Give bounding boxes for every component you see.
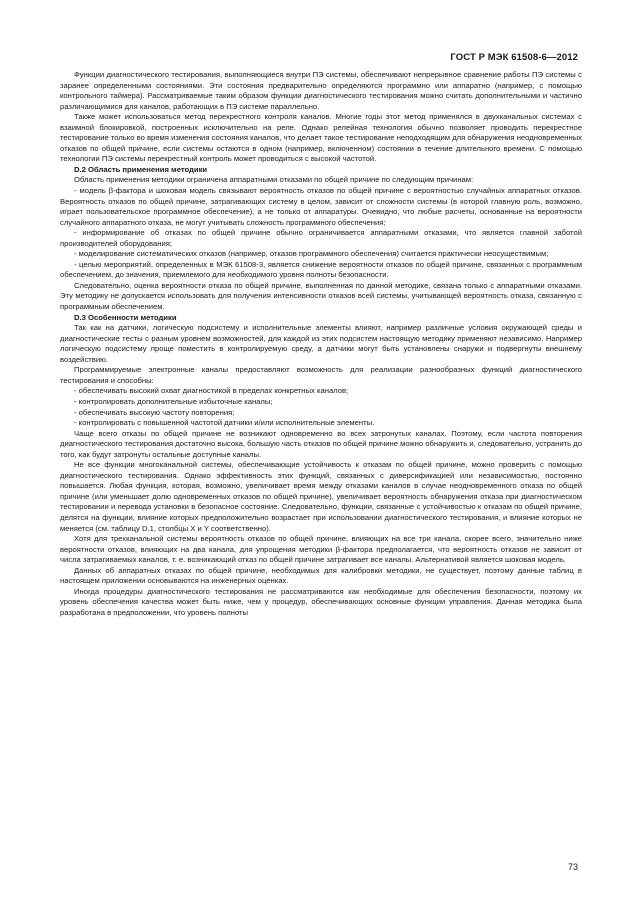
document-header: ГОСТ Р МЭК 61508-6—2012 <box>450 52 578 63</box>
section-heading: D.3 Особенности методики <box>74 312 177 322</box>
paragraph: Иногда процедуры диагностического тестирования не рассматриваются как необходимые для обеспечения безопасности, поэтому их уровень обеспечения качества может быть ниже, чем у процедур, обеспечивающих основные функции управления. Данная методика была разработана в предположении, что уровень полноты <box>60 586 582 617</box>
section-heading: D.2 Область применения методики <box>74 164 208 174</box>
paragraph: - контролировать дополнительные избыточные каналы; <box>74 396 273 406</box>
paragraph: Программируемые электронные каналы предоставляют возможность для реализации разнообразных функций диагностического тестирования и способны: <box>60 365 582 385</box>
paragraph: - модель β-фактора и шоковая модель связывают вероятность отказов по общей причине с вероятностью случайных аппаратных отказов. Вероятность отказов по общей причине, затрагивающих систему в целом, зависит от сложности системы (в которой главную роль, возможно, играет пользовательское программное обеспечение), а не только от аппаратуры. Очевидно, что любые расчеты, основанные на вероятности случайного аппаратного отказа, не могут учитывать сложность программного обеспечения; <box>60 186 582 227</box>
paragraph: - обеспечивать высокий охват диагностикой в пределах конкретных каналов; <box>74 386 349 396</box>
page-number: 73 <box>567 862 578 872</box>
paragraph: Так как на датчики, логическую подсистему и исполнительные элементы влияют, например различные условия окружающей среды и диагностические тесты с разным уровнем возможностей, для каждой из этих подсистем настоящую методику применяют независимо. Например логическую подсистему проще поместить в контролируемую среду, а датчики могут быть установлены снаружи и подвергнуты внешнему воздействию. <box>60 323 582 364</box>
paragraph: Также может использоваться метод перекрестного контроля каналов. Многие годы этот метод применялся в двухканальных системах с взаимной блокировкой, построенных исключительно на реле. Однако релейная технология обычно позволяет проводить перекрестное тестирование только во время изменения состояния каналов, что делает такое тестирование неподходящим для обнаружения неодновременных отказов по общей причине, если системы остаются в одном (например, включенном) состоянии в течение длительного времени. С помощью технологии ПЭ системы перекрестный контроль может проводиться с высокой частотой. <box>60 112 582 164</box>
paragraph: Хотя для трехканальной системы вероятность отказов по общей причине, влияющих на все три канала, скорее всего, значительно ниже вероятности отказов, влияющих на два канала, для упрощения методики β-фактора предполагается, что вероятность отказов не зависит от числа затрагиваемых каналов, т. е. возникающий отказ по общей причине затрагивает все каналы. Альтернативой является шоковая модель. <box>60 534 582 565</box>
paragraph: - моделирование систематических отказов (например, отказов программного обеспечения) считается практически неосуществимым; <box>74 249 549 259</box>
paragraph: Чаще всего отказы по общей причине не возникают одновременно во всех затронутых каналах. Поэтому, если частота повторения диагностического тестирования достаточно высока, большую часть отказов по общей причине можно обнаружить и, следовательно, устранить до того, как будут затронуты остальные доступные каналы. <box>60 428 582 459</box>
document-body <box>60 70 582 618</box>
paragraph: Следовательно, оценка вероятности отказа по общей причине, выполненная по данной методике, связана только с аппаратными отказами. Эту методику не допускается использовать для получения интенсивности отказов всей системы, учитывающей вероятность отказа, связанную с программным обеспечением. <box>60 280 582 312</box>
paragraph: - целью мероприятий, определенных в МЭК 61508-3, является снижение вероятности отказов по общей причине, связанных с программным обеспечением, до значения, приемлемого для необходимого уровня полноты безопасности. <box>60 259 582 280</box>
paragraph: Область применения методики ограничена аппаратными отказами по общей причине по следующим причинам: <box>74 175 474 185</box>
paragraph: - информирование об отказах по общей причине обычно ограничивается аппаратными отказами, что является главной заботой производителей оборудования; <box>60 228 582 248</box>
paragraph: - обеспечивать высокую частоту повторения; <box>74 407 235 417</box>
paragraph: - контролировать с повышенной частотой датчики и/или исполнительные элементы. <box>74 418 375 428</box>
paragraph: Данных об аппаратных отказах по общей причине, необходимых для калибровки методики, не существует, поэтому данные таблиц в настоящем приложении основываются на инженерных оценках. <box>60 565 582 586</box>
paragraph: Не все функции многоканальной системы, обеспечивающие устойчивость к отказам по общей причине, можно проверить с помощью диагностического тестирования. Однако эффективность этих функций, связанных с диверсификацией или независимостью, постоянно повышается. Любая функция, которая, возможно, увеличивает время между отказами каналов в случае неодновременного отказа по общей причине (или уменьшает долю одновременных отказов по общей причине), увеличивает вероятность обнаружения отказа при диагностическом тестировании и перевода установки в безопасное состояние. Следовательно, функции, связанные с устойчивостью к отказам по общей причине, делятся на функции, влияние которых предположительно возрастает при использовании диагностического тестирования, и влияние которых не меняется (см. таблицу D.1, столбцы X и Y соответственно). <box>60 460 582 533</box>
paragraph: Функции диагностического тестирования, выполняющиеся внутри ПЭ системы, обеспечивают непрерывное сравнение работы ПЭ системы с заранее определенными состояниями. Эти состояния предварительно определяются программно или аппаратно (например, с помощью контрольного таймера). Рассматриваемые таким образом функции диагностического тестирования можно считать дополнительными и частично различающимися для каналов, работающих в ПЭ системе параллельно. <box>60 70 582 111</box>
